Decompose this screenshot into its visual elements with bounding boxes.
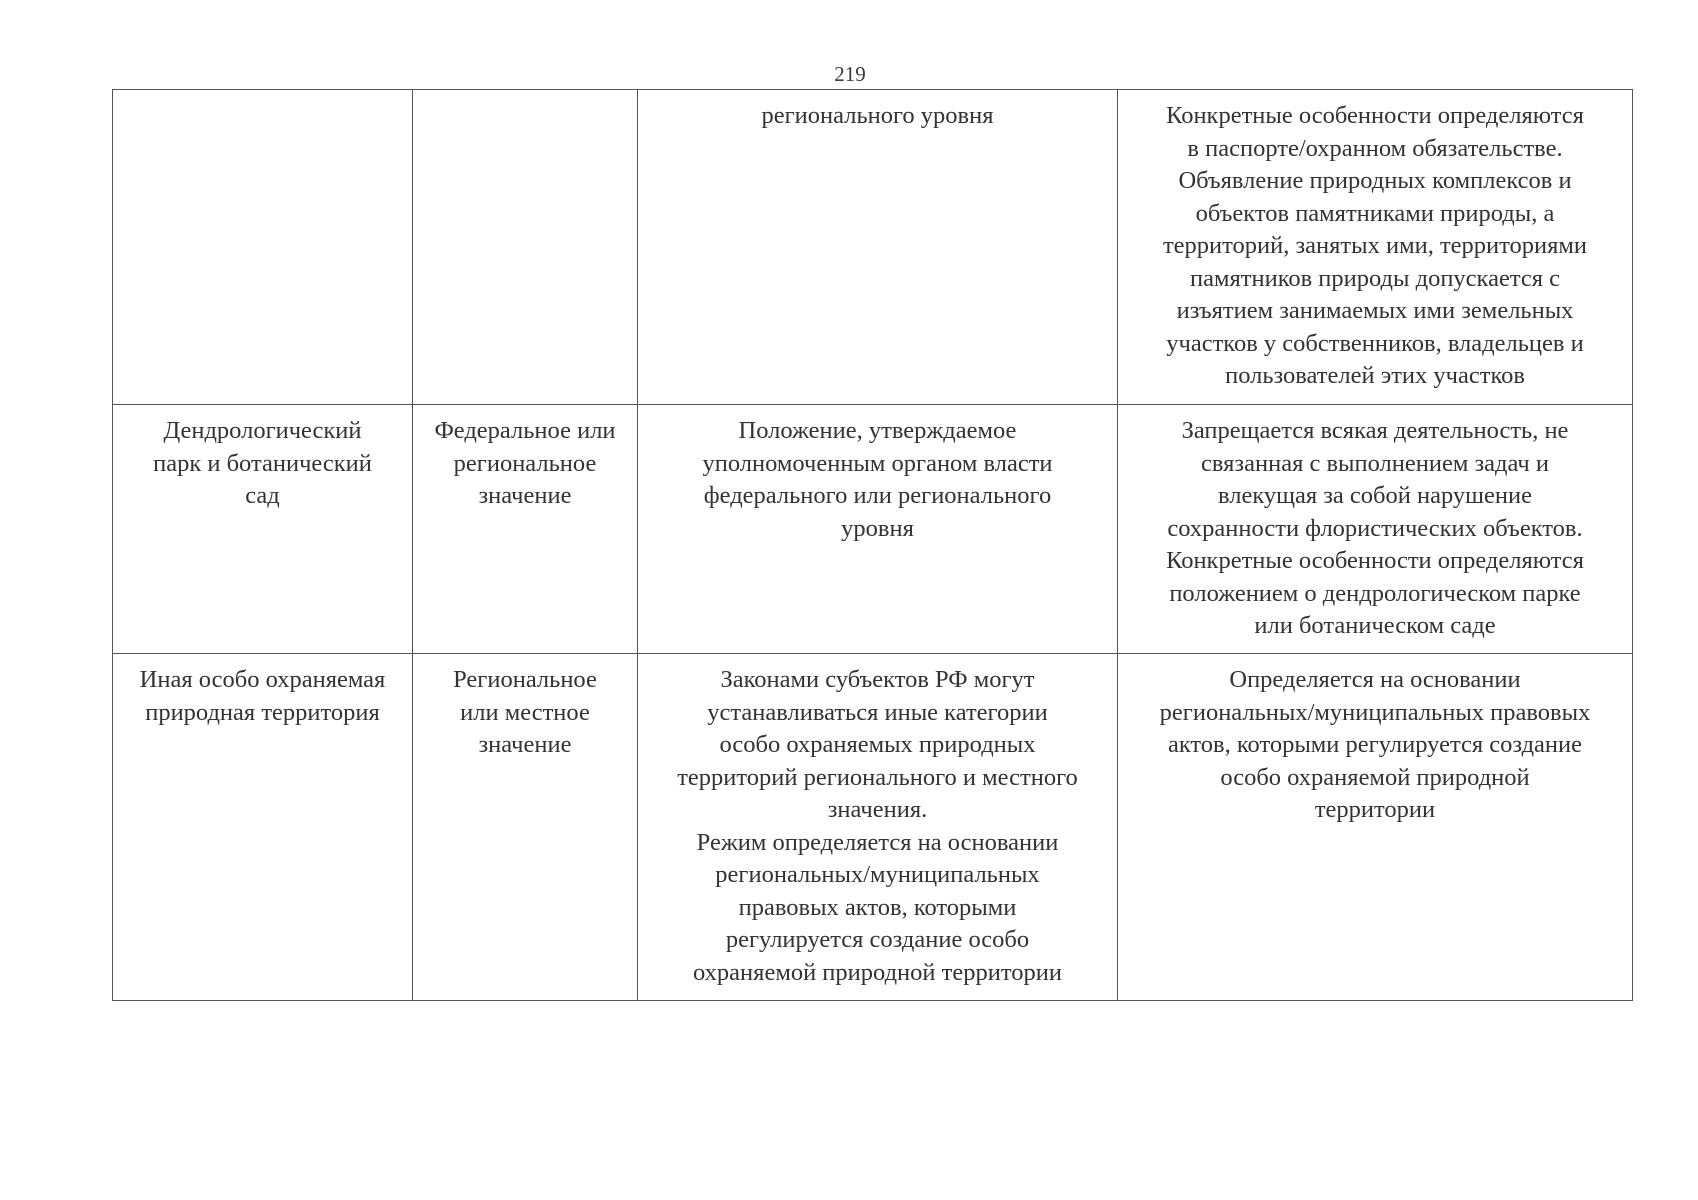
table-cell-category [113, 654, 413, 1001]
cell-text: Региональное или местное значение [453, 666, 597, 758]
page-number: 219 [834, 62, 866, 86]
table-cell-category [113, 405, 413, 654]
cell-text: Запрещается всякая деятельность, не связанная с выполнением задач и влекущая за собой нарушение сохранности флористических объектов. Конкретные особенности определяются положением о дендрологическом парке или ботаническом саде [1166, 417, 1584, 639]
table-cell-significance [413, 405, 638, 654]
protected-areas-table [112, 89, 1633, 1001]
table-cell-significance [413, 654, 638, 1001]
table-cell-regulation [638, 90, 1118, 405]
cell-text: Конкретные особенности определяются в паспорте/охранном обязательстве. Объявление природных комплексов и объектов памятниками природы, а территорий, занятых ими, территориями памятников природы допускается с изъятием занимаемых ими земельных участков у собственников, владельцев и пользователей этих участков [1162, 102, 1588, 389]
cell-text: Определяется на основании региональных/муниципальных правовых актов, которыми регулируется создание особо охраняемой природной территории [1159, 666, 1591, 823]
table-row [113, 654, 1633, 1001]
table-cell-regulation [638, 654, 1118, 1001]
table-cell-significance [413, 90, 638, 405]
cell-text: регионального уровня [761, 102, 994, 129]
table-cell-regulation [638, 405, 1118, 654]
table-cell-regime [1118, 405, 1633, 654]
cell-text: Иная особо охраняемая природная территория [139, 666, 386, 726]
cell-text: Положение, утверждаемое уполномоченным органом власти федерального или регионального уровня [702, 417, 1053, 542]
cell-text: Дендрологический парк и ботанический сад [153, 417, 372, 509]
table-row [113, 90, 1633, 405]
cell-text: Законами субъектов РФ могут устанавливаться иные категории особо охраняемых природных территорий регионального и местного значения. Режим определяется на основании региональных/муниципальных правовых актов, которыми регулируется создание особо охраняемой природной территории [677, 666, 1078, 986]
table-cell-category [113, 90, 413, 405]
table-cell-regime [1118, 654, 1633, 1001]
table-row [113, 405, 1633, 654]
cell-text: Федеральное или региональное значение [434, 417, 616, 509]
table-cell-regime [1118, 90, 1633, 405]
